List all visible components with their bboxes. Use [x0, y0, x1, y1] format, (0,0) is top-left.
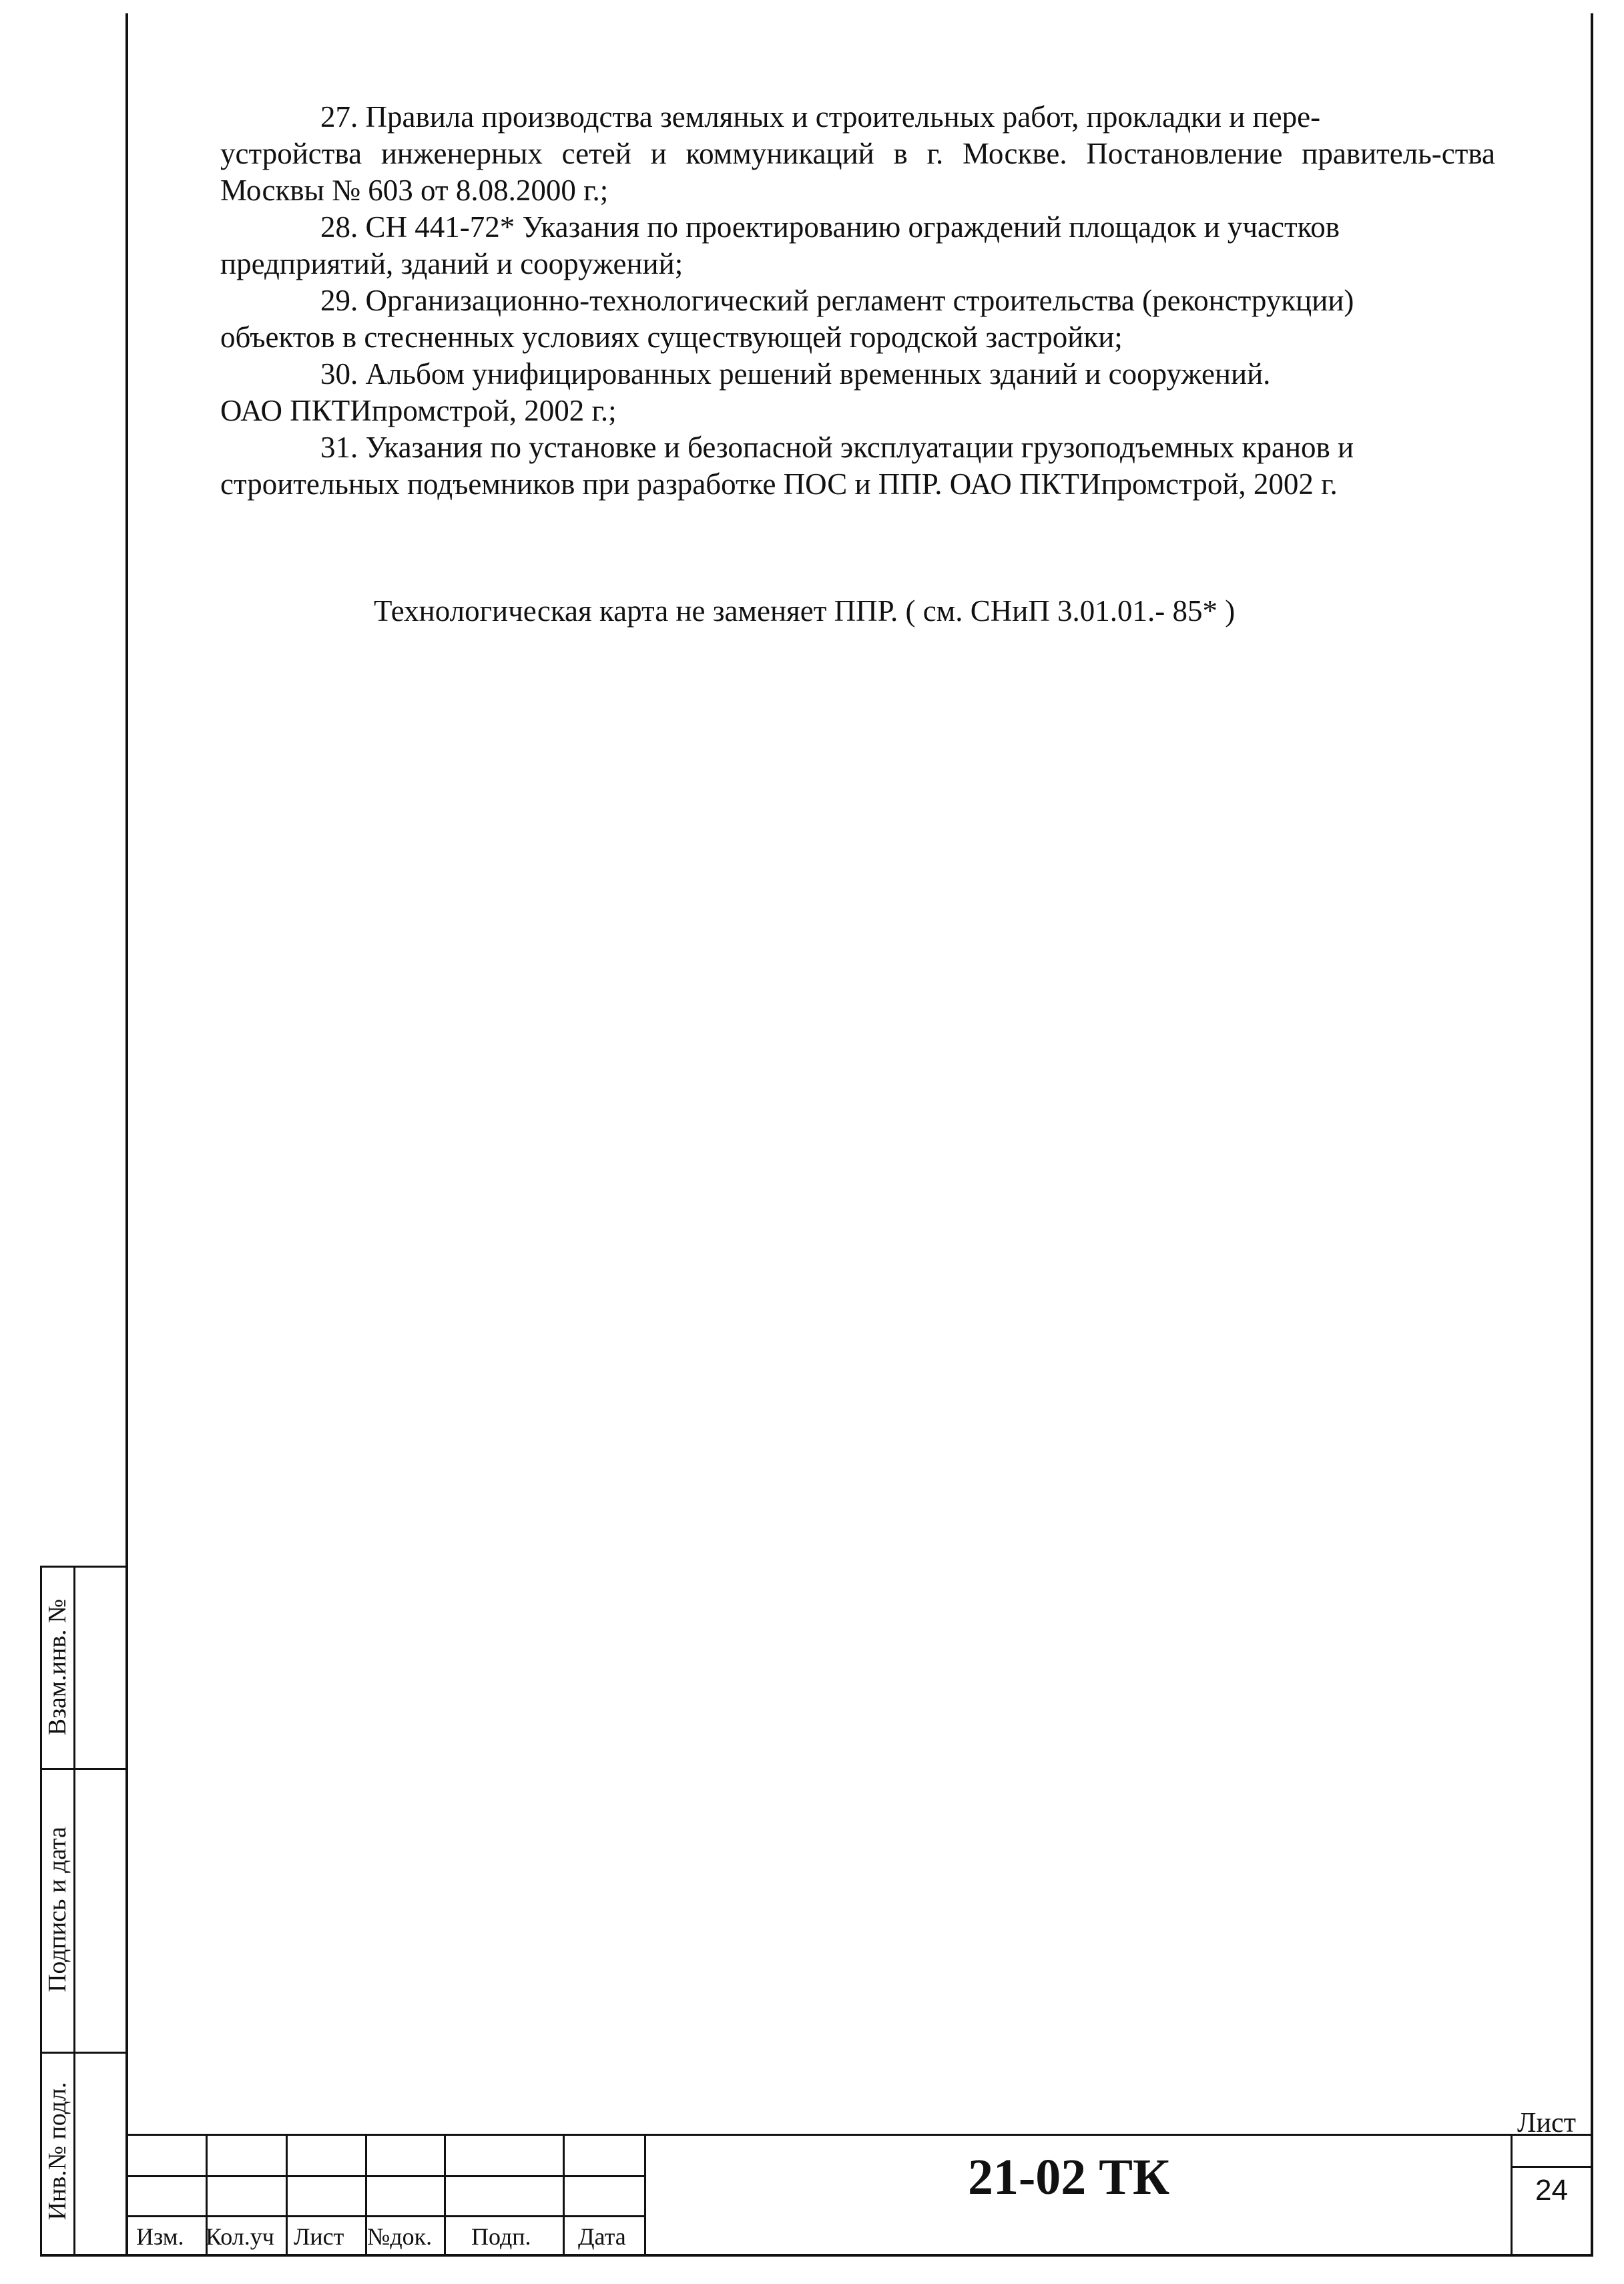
side-column-mid-line	[73, 1566, 75, 2257]
title-block-sheet-col-line	[1511, 2134, 1513, 2257]
reference-list	[220, 99, 1495, 503]
frame-right-border	[1591, 13, 1593, 2257]
side-column-left-line	[40, 1566, 42, 2257]
reference-continuation: объектов в стесненных условиях существующей городской застройки;	[220, 320, 1123, 354]
sheet-label: Лист	[1517, 2108, 1576, 2138]
reference-item	[220, 99, 1495, 209]
side-label-signature-date: Подпись и дата	[43, 1826, 71, 1993]
frame-bottom-border	[40, 2254, 1593, 2257]
reference-first-line: 31. Указания по установке и безопасной эксплуатации грузоподъемных кранов и	[320, 431, 1354, 464]
title-block-top-line	[125, 2134, 1593, 2136]
title-block-sheet-divider	[1511, 2166, 1593, 2168]
title-col-change: Изм.	[136, 2223, 184, 2250]
document-code: 21-02 ТК	[968, 2149, 1170, 2205]
title-col-sheet: Лист	[294, 2223, 344, 2250]
frame-left-border	[125, 13, 128, 2257]
title-block-col-line	[644, 2134, 646, 2257]
reference-first-line: 30. Альбом унифицированных решений временных зданий и сооружений.	[320, 357, 1271, 391]
sheet-number: 24	[1535, 2174, 1568, 2207]
tech-card-note: Технологическая карта не заменяет ППР. ( см. СНиП 3.01.01.- 85* )	[374, 594, 1236, 628]
side-label-inv-no: Инв.№ подл.	[43, 2082, 71, 2221]
reference-continuation: ОАО ПКТИпромстрой, 2002 г.;	[220, 394, 617, 427]
side-label-replace-inv: Взам.инв. №	[43, 1598, 71, 1736]
side-column-divider-1	[40, 1768, 127, 1770]
reference-first-line: 27. Правила производства земляных и строительных работ, прокладки и пере-	[320, 100, 1321, 134]
reference-continuation: предприятий, зданий и сооружений;	[220, 247, 684, 280]
reference-continuation: строительных подъемников при разработке ПОС и ППР. ОАО ПКТИпромстрой, 2002 г.	[220, 467, 1338, 501]
title-block-col-line	[563, 2134, 565, 2257]
title-block-col-line	[286, 2134, 288, 2257]
title-block-col-line	[444, 2134, 446, 2257]
reference-item	[220, 209, 1495, 282]
reference-first-line: 28. СН 441-72* Указания по проектированию ограждений площадок и участков	[320, 210, 1340, 244]
reference-item	[220, 356, 1495, 429]
reference-item	[220, 282, 1495, 356]
title-block-row-line-2	[125, 2215, 646, 2217]
title-col-doc-no: №док.	[367, 2223, 433, 2250]
title-col-signature: Подп.	[471, 2223, 531, 2250]
title-block-row-line-1	[125, 2175, 646, 2177]
reference-continuation: устройства инженерных сетей и коммуникаций в г. Москве. Постановление правитель-ства Москвы № 603 от 8.08.2000 г.;	[220, 137, 1495, 207]
title-col-count: Кол.уч	[206, 2223, 274, 2250]
reference-item	[220, 429, 1495, 503]
title-col-date: Дата	[578, 2223, 626, 2250]
reference-first-line: 29. Организационно-технологический регламент строительства (реконструкции)	[320, 284, 1354, 317]
